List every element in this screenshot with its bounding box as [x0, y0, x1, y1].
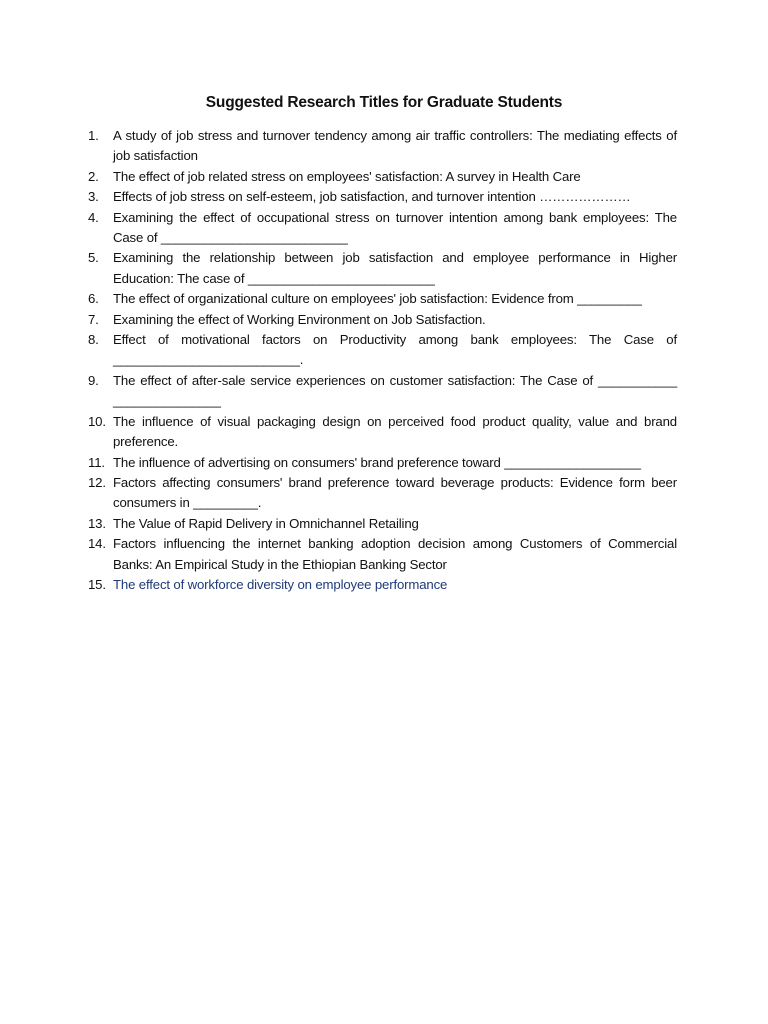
- item-text: The effect of workforce diversity on employee performance: [113, 576, 448, 592]
- item-number: 2.: [88, 168, 99, 184]
- item-number: 10.: [88, 413, 106, 429]
- item-text: A study of job stress and turnover tendency among air traffic controllers: The mediating effects of job satisfaction: [113, 128, 677, 164]
- item-number: 4.: [88, 209, 99, 225]
- list-item: [88, 187, 677, 207]
- item-number: 8.: [88, 332, 99, 348]
- list-item: [88, 534, 677, 575]
- item-number: 14.: [88, 536, 106, 552]
- item-text: Factors influencing the internet banking adoption decision among Customers of Commercial Banks: An Empirical Study in the Ethiopian Banking Sector: [113, 536, 677, 572]
- item-number: 6.: [88, 291, 99, 307]
- list-item: [88, 289, 677, 309]
- item-text: Effects of job stress on self-esteem, job satisfaction, and turnover intention …………………: [113, 189, 631, 205]
- item-number: 13.: [88, 515, 106, 531]
- list-item: [88, 453, 677, 473]
- item-text: The effect of organizational culture on employees' job satisfaction: Evidence from _________: [113, 291, 642, 307]
- list-item: [88, 126, 677, 167]
- list-item: [88, 310, 677, 330]
- item-number: 15.: [88, 576, 106, 592]
- list-item: [88, 208, 677, 249]
- item-number: 12.: [88, 474, 106, 490]
- list-item: [88, 412, 677, 453]
- item-text: Examining the relationship between job satisfaction and employee performance in Higher Education: The case of __________________________: [113, 250, 677, 286]
- list-item: [88, 473, 677, 514]
- item-text: Effect of motivational factors on Productivity among bank employees: The Case of __________________________.: [113, 332, 677, 368]
- item-text: Examining the effect of Working Environment on Job Satisfaction.: [113, 311, 486, 327]
- item-text: The influence of visual packaging design on perceived food product quality, value and brand preference.: [113, 413, 677, 450]
- list-item: [88, 330, 677, 371]
- item-number: 11.: [88, 454, 105, 470]
- item-number: 3.: [88, 189, 99, 205]
- item-number: 5.: [88, 250, 99, 266]
- list-item: [88, 248, 677, 289]
- research-title-list: [88, 126, 677, 595]
- item-text: The effect of job related stress on employees' satisfaction: A survey in Health Care: [113, 168, 581, 184]
- item-text: Factors affecting consumers' brand preference toward beverage products: Evidence form beer consumers in _________.: [113, 474, 677, 511]
- list-item: [88, 514, 677, 534]
- item-number: 1.: [88, 128, 99, 143]
- item-text: The effect of after-sale service experiences on customer satisfaction: The Case of ___________ _______________: [113, 372, 677, 409]
- item-number: 7.: [88, 311, 99, 327]
- item-text: The influence of advertising on consumers' brand preference toward ___________________: [113, 454, 641, 470]
- item-text: The Value of Rapid Delivery in Omnichannel Retailing: [113, 515, 419, 531]
- list-item: [88, 167, 677, 187]
- list-item: [88, 575, 677, 595]
- item-number: 9.: [88, 372, 99, 388]
- list-item: [88, 371, 677, 412]
- page-title: Suggested Research Titles for Graduate Students: [205, 94, 563, 111]
- item-text: Examining the effect of occupational stress on turnover intention among bank employees: The Case of __________________________: [113, 209, 677, 246]
